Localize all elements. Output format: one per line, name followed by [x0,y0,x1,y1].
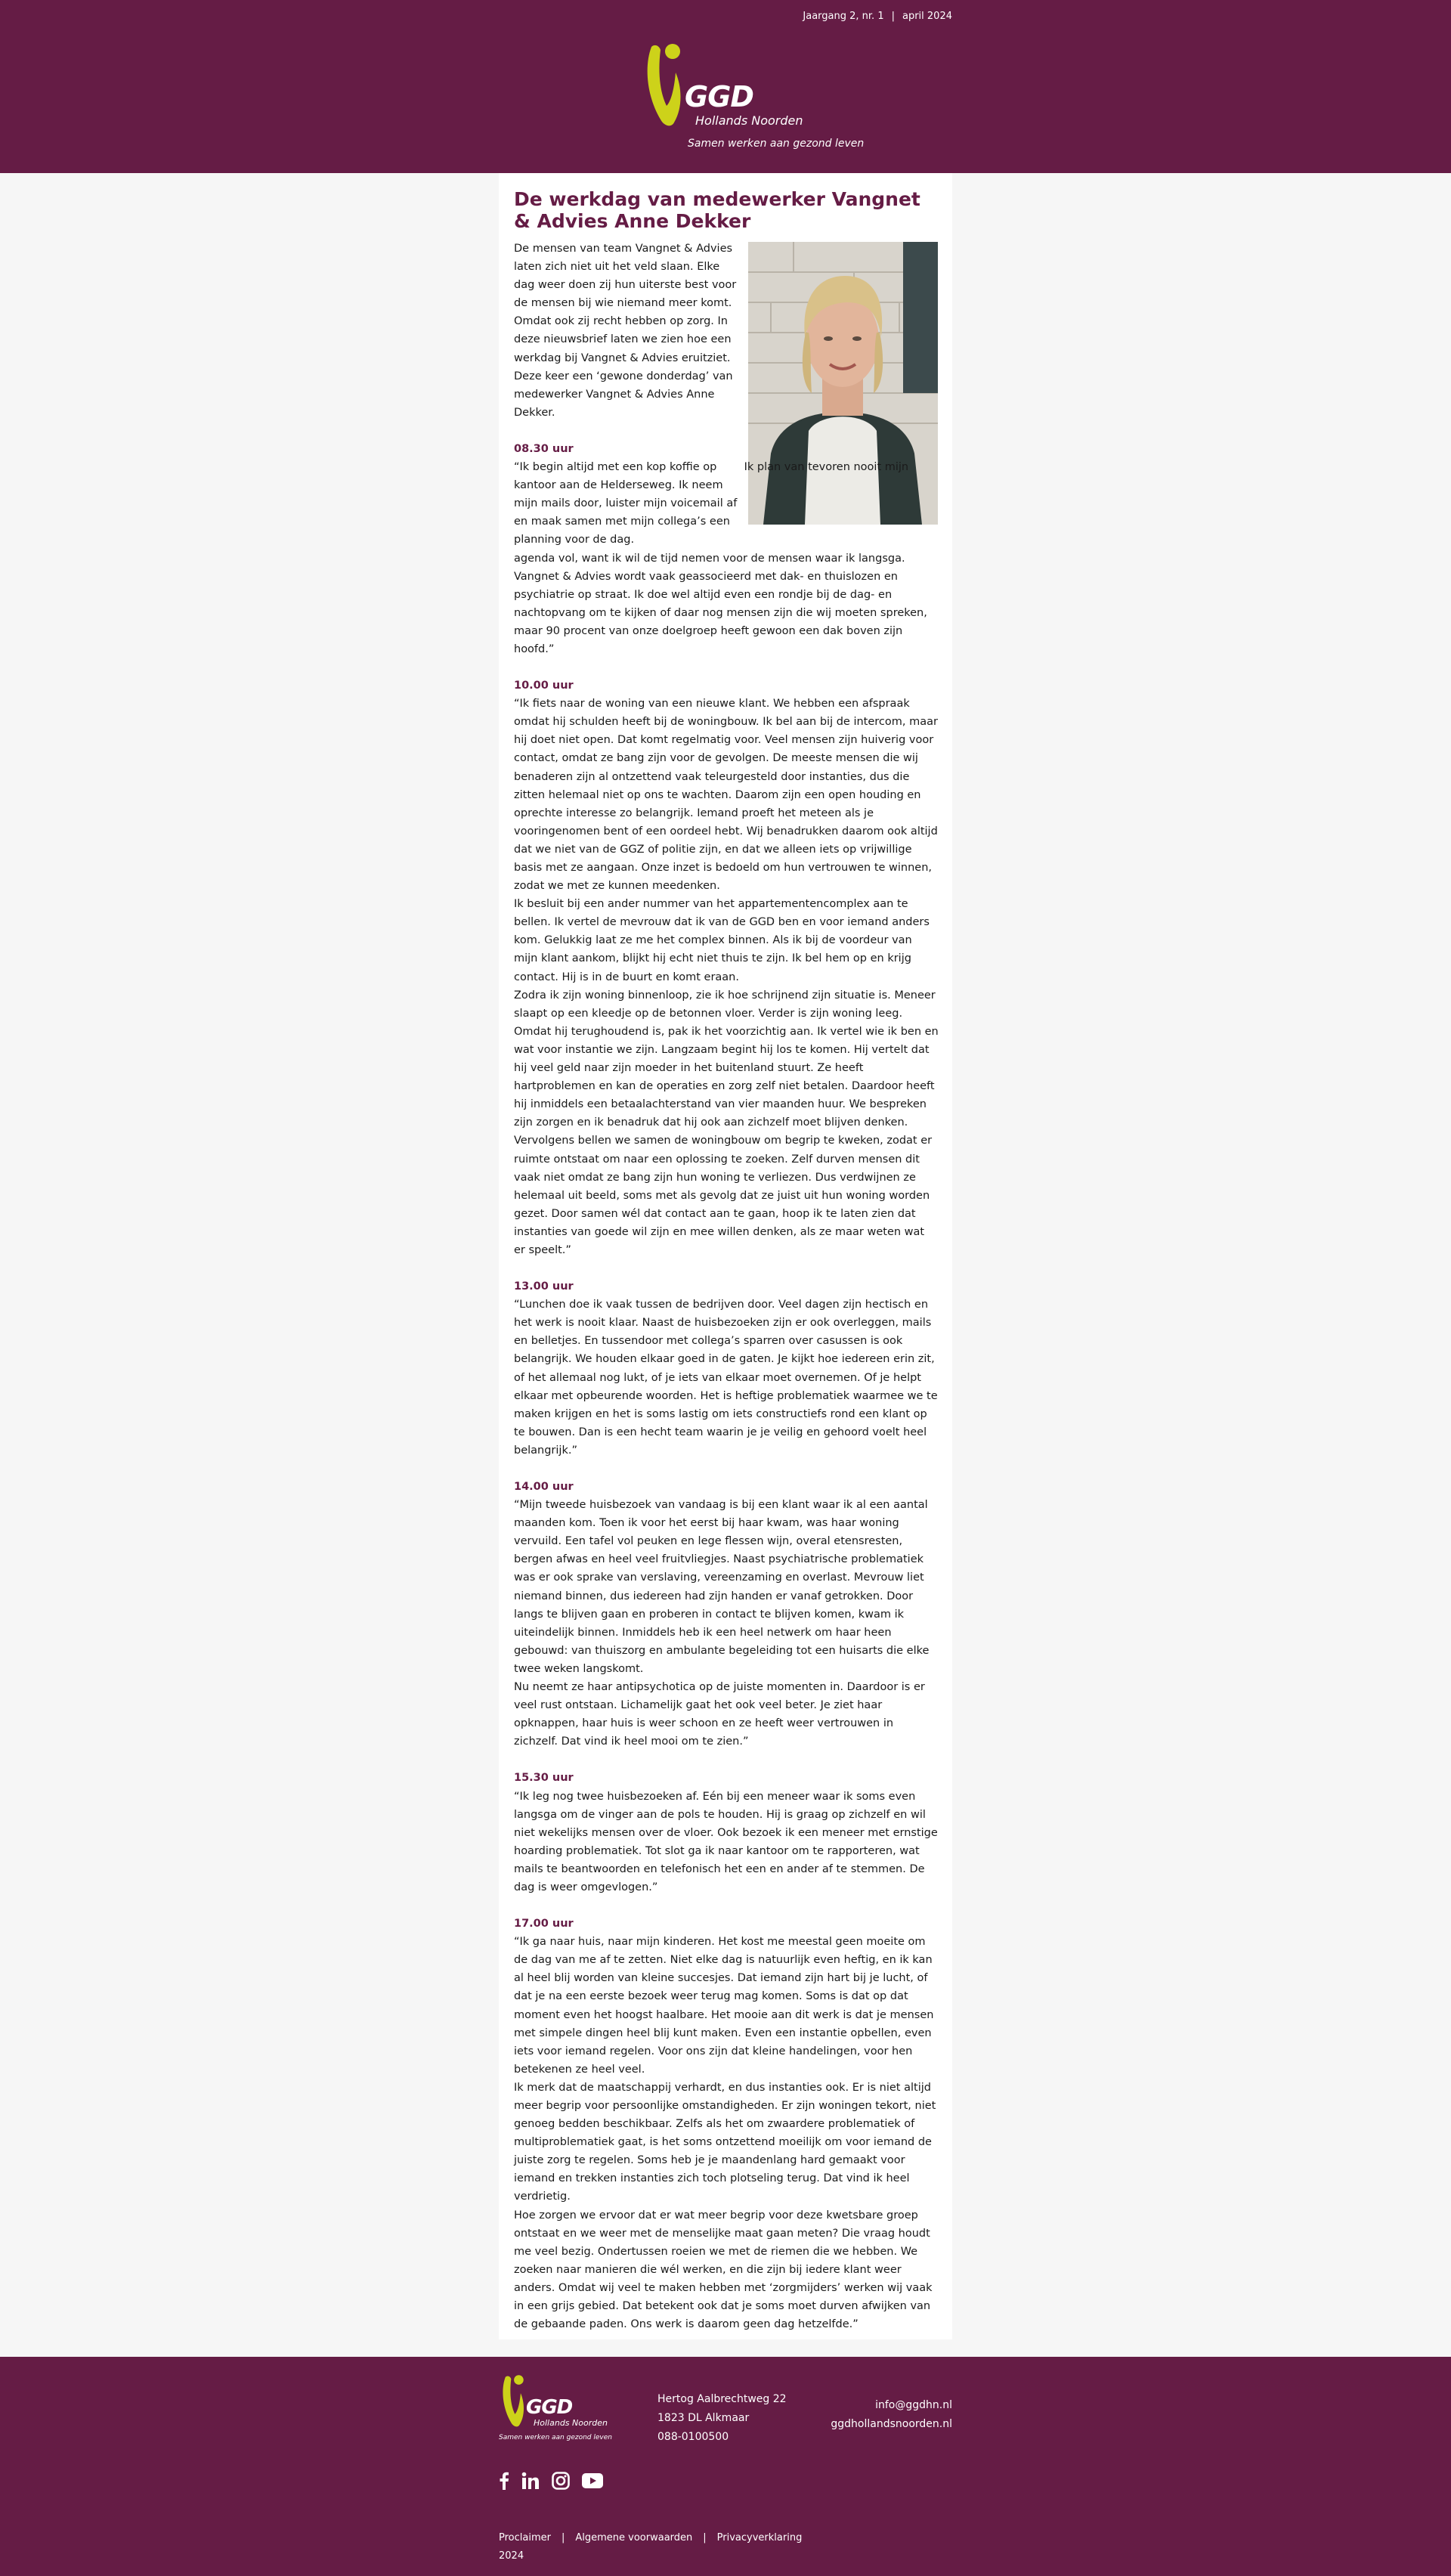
website-link[interactable]: ggdhollandsnoorden.nl [831,2418,952,2430]
section-time: 13.00 uur [514,1280,574,1293]
footer-logo-region: Hollands Noorden [534,2418,608,2428]
issue-number: Jaargang 2, nr. 1 [803,11,884,22]
section-1530 [514,1769,939,1896]
section-paragraph: Hoe zorgen we ervoor dat er wat meer begrip voor deze kwetsbare groep ontstaat en we weer met de menselijke maat gaan meten? Die vraag houdt me veel bezig. Ondertussen roeien we met de riemen die we hebben. We zoeken naar manieren die wél werken, en die zijn bij iedere klant weer anders. Omdat wij veel te maken hebben met ‘zorgmijders’ werken wij vaak in een grijs gebied. Dat betekent ook dat je soms moet durven afwijken van de gebaande paden. Ons werk is daarom geen dag hetzelfde.” [514,2209,933,2331]
section-paragraph: “Ik ga naar huis, naar mijn kinderen. Het kost me meestal geen moeite om de dag van me af te zetten. Niet elke dag is natuurlijk even heftig, en ik kan al heel blij worden van kleine succesjes. Dat iemand zijn hart bij je lucht, of dat je na een eerste bezoek weer terug mag komen. Soms is dat op dat moment even het hoogst haalbare. Het mooie aan dit werk is dat je mensen met simpele dingen heel blij kunt maken. Even een instantie opbellen, even iets voor iemand regelen. Voor ons zijn dat kleine handelingen, voor hen betekenen ze heel veel. [514,1936,934,2076]
section-paragraph: “Mijn tweede huisbezoek van vandaag is bij een klant waar ik al een aantal maanden kom. Toen ik voor het eerst bij haar kwam, was haar woning vervuild. Een tafel vol peuken en lege flessen wijn, overal etensresten, bergen afwas en heel veel fruitvliegjes. Naast psychiatrische problematiek was er ook sprake van verslaving, vereenzaming en overlast. Mevrouw liet niemand binnen, dus iedereen had zijn handen er vanaf getrokken. Door langs te blijven gaan en proberen in contact te blijven komen, kwam ik uiteindelijk binnen. Inmiddels heb ik een heel netwerk om haar heen gebouwd: van thuiszorg en ambulante begeleiding tot een huisarts die elke twee weken langskomt. [514,1499,930,1675]
ggd-logo[interactable] [641,44,865,150]
logo-region: Hollands Noorden [695,113,803,128]
newsletter-content [499,173,952,2339]
section-1300 [514,1277,939,1460]
footer-contact [831,2396,952,2434]
phone-number[interactable]: 088-0100500 [657,2431,729,2443]
privacy-link[interactable]: Privacyverklaring [716,2532,803,2543]
section-1700 [514,1915,939,2333]
section-time: 15.30 uur [514,1772,574,1785]
section-rest: Ik plan van tevoren nooit mijn agenda vol, want ik wil de tijd nemen voor de mensen waar ik langsga. Vangnet & Advies wordt vaak geassocieerd met dak- en thuislozen en psychiatrie op straat. Ik doe wel altijd even een rondje bij de dag- en nachtopvang om te kijken of daar nog mensen zijn die wij moeten spreken, maar 90 procent van onze doelgroep heeft gewoon een dak boven zijn hoofd.” [514,461,927,655]
section-time: 14.00 uur [514,1481,574,1493]
section-paragraph [514,458,939,658]
footer-address [657,2390,787,2447]
section-time: 17.00 uur [514,1918,574,1930]
section-paragraph: Ik merk dat de maatschappij verhardt, en dus instanties ook. Er is niet altijd meer begrip voor persoonlijke omstandigheden. Er zijn woningen tekort, niet genoeg bedden beschikbaar. Zelfs als het om zwaardere problematiek of multiproblematiek gaat, is het soms ontzettend moeilijk om voor iemand de juiste zorg te regelen. Soms heb je je maandenlang hard gemaakt voor iemand en trekken instanties zich toch plotseling terug. Dat vind ik heel verdrietig. [514,2081,936,2203]
article-intro: De mensen van team Vangnet & Advies laten zich niet uit het veld slaan. Elke dag weer doen zij hun uiterste best voor de mensen bij wie niemand meer komt. Omdat ook zij recht hebben op zorg. In deze nieuwsbrief laten we zien hoe een werkdag bij Vangnet & Advies eruitziet. Deze keer een ‘gewone donderdag’ van medewerker Vangnet & Advies Anne Dekker. [514,243,737,419]
logo-slogan: Samen werken aan gezond leven [688,138,865,150]
section-1400 [514,1478,939,1751]
facebook-icon[interactable] [499,2472,509,2490]
section-lead: “Ik begin altijd met een kop koffie op kantoor aan de Helderseweg. Ik neem mijn mails door, luister mijn voicemail af en maak samen met mijn collega’s een planning voor de dag. [514,461,738,546]
section-paragraph: Zodra ik zijn woning binnenloop, zie ik hoe schrijnend zijn situatie is. Meneer slaapt op een kleedje op de betonnen vloer. Verder is zijn woning leeg. Omdat hij terughoudend is, pak ik het voorzichtig aan. Ik vertel wie ik ben en wat voor instantie we zijn. Langzaam begint hij los te komen. Hij vertelt dat hij veel geld naar zijn moeder in het buitenland stuurt. Ze heeft hartproblemen en kan de operaties en zorg zelf niet betalen. Daardoor heeft hij inmiddels een betaalachterstand van vier maanden huur. We bespreken zijn zorgen en ik benadruk dat hij ook aan zichzelf moet blijven denken. Vervolgens bellen we samen de woningbouw om begrip te kweken, zodat er ruimte ontstaat om naar een oplossing te zoeken. Zelf durven mensen dit vaak niet omdat ze bang zijn hun woning te verliezen. Dus verdwijnen ze helemaal uit beeld, soms met als gevolg dat ze juist uit hun woning worden gezet. Door samen wél dat contact aan te gaan, hoop ik te laten zien dat instanties van goede wil zijn en mee willen denken, als ze maar weten wat er speelt.” [514,989,939,1256]
section-paragraph: Nu neemt ze haar antipsychotica op de juiste momenten in. Daardoor is er veel rust ontstaan. Lichamelijk gaat het ook veel beter. Je ziet haar opknappen, haar huis is weer schoon en ze heeft weer vertrouwen in zichzelf. Dat vind ik heel mooi om te zien.” [514,1681,925,1748]
address-street: Hertog Aalbrechtweg 22 [657,2393,787,2405]
footer-logo-name: GGD [526,2396,573,2419]
youtube-icon[interactable] [582,2473,603,2488]
footer-logo-slogan: Samen werken aan gezond leven [499,2434,612,2441]
section-paragraph: “Ik fiets naar de woning van een nieuwe klant. We hebben een afspraak omdat hij schulden heeft bij de woningbouw. Ik bel aan bij de intercom, maar hij doet niet open. Dat komt regelmatig voor. Veel mensen zijn huiverig voor contact, omdat ze bang zijn voor de gevolgen. De meeste mensen die wij benaderen zijn al ontzettend vaak teleurgesteld door instanties, dus die zitten helemaal niet op ons te wachten. Daarom zijn een open houding en oprechte interesse zo belangrijk. Iemand proeft het meteen als je vooringenomen bent of een oordeel hebt. Wij benadrukken daarom ook altijd dat we niet van de GGZ of politie zijn, en dat we alleen iets op vrijwillige basis met ze aangaan. Onze inzet is bedoeld om hun vertrouwen te winnen, zodat we met ze kunnen meedenken. [514,698,938,893]
terms-link[interactable]: Algemene voorwaarden [575,2532,693,2543]
copyright-year: 2024 [499,2550,524,2562]
social-links [499,2472,603,2490]
address-city: 1823 DL Alkmaar [657,2412,750,2424]
issue-date: april 2024 [902,11,952,22]
footer [0,2357,1451,2576]
proclaimer-link[interactable]: Proclaimer [499,2532,551,2543]
logo-name: GGD [685,80,753,113]
section-paragraph: “Lunchen doe ik vaak tussen de bedrijven door. Veel dagen zijn hectisch en het werk is nooit klaar. Naast de huisbezoeken zijn er ook overleggen, mails en belletjes. En tussendoor met collega’s sparren over casussen is ook belangrijk. We houden elkaar goed in de gaten. Je kijkt hoe iedereen erin zit, of het allemaal nog lukt, of je iets van elkaar moet overnemen. Of je helpt elkaar met opbeurende woorden. Het is heftige problematiek waarmee we te maken krijgen en het is soms lastig om iets constructiefs rond een klant op te bouwen. Dan is een hecht team waarin je je veilig en gehoord voelt heel belangrijk.” [514,1299,938,1457]
section-time: 10.00 uur [514,680,574,692]
linkedin-icon[interactable] [521,2472,540,2490]
email-link[interactable]: info@ggdhn.nl [875,2399,952,2411]
section-1000 [514,677,939,1259]
instagram-icon[interactable] [552,2472,570,2490]
article-body [514,240,939,2333]
article-title: De werkdag van medewerker Vangnet & Advies Anne Dekker [514,188,920,232]
section-paragraph: Ik besluit bij een ander nummer van het appartementencomplex aan te bellen. Ik vertel de mevrouw dat ik van de GGD ben en voor iemand anders kom. Gelukkig laat ze me het complex binnen. Als ik bij de voordeur van mijn klant aankom, blijkt hij echt niet thuis te zijn. Ik bel hem op en krijg contact. Hij is in de buurt en komt eraan. [514,898,930,983]
section-paragraph: “Ik leg nog twee huisbezoeken af. Eén bij een meneer waar ik soms even langsga om de vinger aan de pols te houden. Hij is graag op zichzelf en wil niet wekelijks mensen over de vloer. Ook bezoek ik een meneer met ernstige hoarding problematiek. Tot slot ga ik naar kantoor om te rapporteren, wat mails te beantwoorden en telefonisch het een en ander af te stemmen. De dag is weer omgevlogen.” [514,1790,938,1893]
issue-info: Jaargang 2, nr. 1 | april 2024 [803,11,952,22]
section-0830 [514,440,939,658]
footer-links: Proclaimer | Algemene voorwaarden | Privacyverklaring 2024 [499,2529,802,2565]
section-time: 08.30 uur [514,442,574,455]
header [0,0,1451,173]
footer-logo[interactable] [499,2375,620,2451]
